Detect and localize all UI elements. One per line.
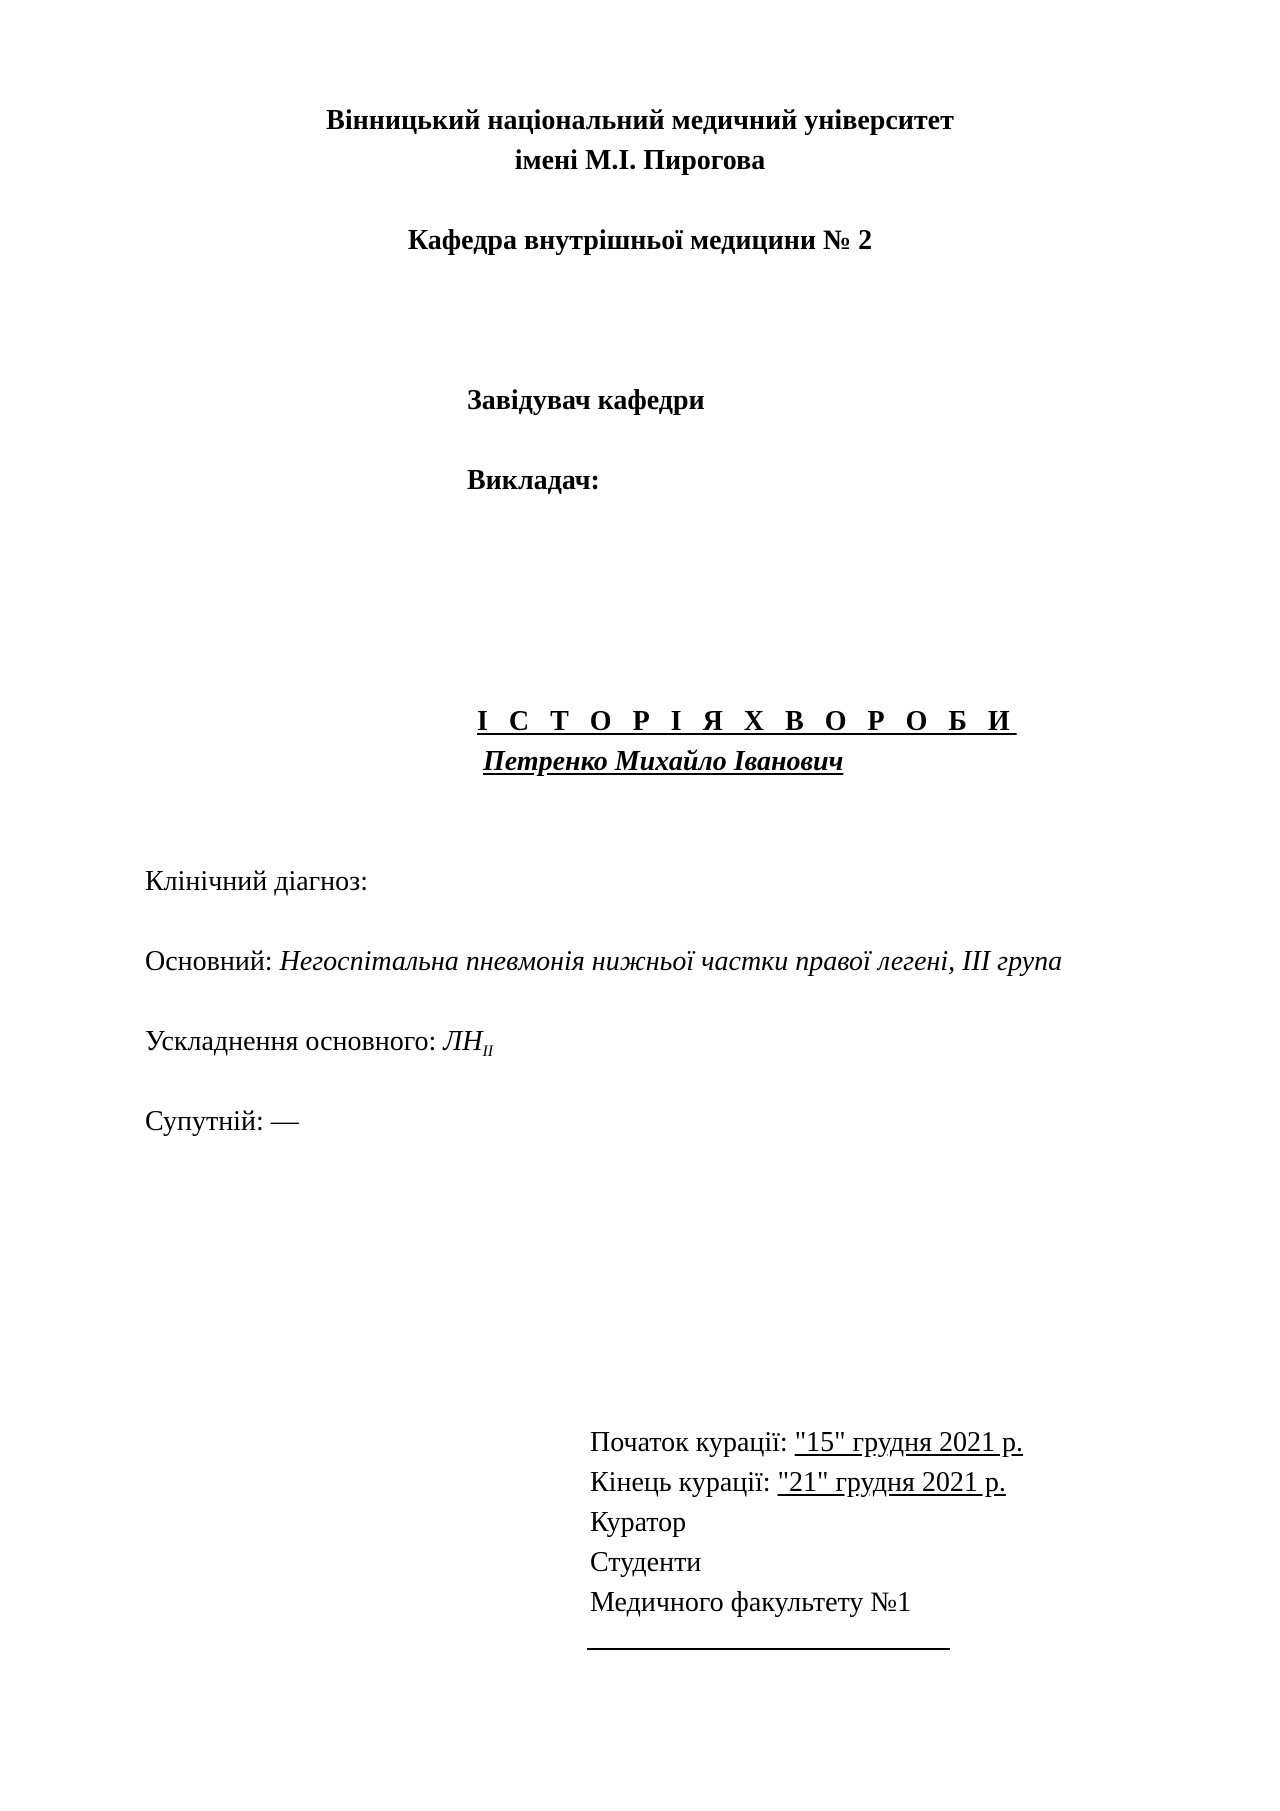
complication-value: ЛН (443, 1026, 483, 1057)
complication (145, 1025, 493, 1069)
faculty-label: Медичного факультету №1 (590, 1587, 912, 1618)
concomitant-value: — (270, 1106, 299, 1137)
main-diagnosis-value: Негоспітальна пневмонія нижньої частки правої легені, ІІІ група (279, 946, 1063, 977)
curation-end (590, 1466, 1006, 1500)
main-diagnosis (145, 945, 1062, 979)
curation-start-label: Початок курації: (590, 1427, 795, 1458)
university-name: Вінницький національний медичний університет (326, 105, 954, 136)
document-title: І С Т О Р І Я Х В О Р О Б И (477, 706, 1017, 737)
main-diagnosis-label: Основний: (145, 946, 280, 977)
department-name: Кафедра внутрішньої медицини № 2 (407, 225, 873, 256)
patient-name: Петренко Михайло Іванович (483, 746, 844, 777)
students-label: Студенти (590, 1547, 702, 1578)
concomitant-diagnosis (145, 1105, 299, 1139)
curator-label: Куратор (590, 1507, 687, 1538)
teacher-label: Викладач: (467, 465, 600, 496)
university-dedication: імені М.І. Пирогова (514, 145, 766, 176)
head-of-department-label: Завідувач кафедри (467, 385, 705, 416)
clinical-diagnosis-label: Клінічний діагноз: (145, 866, 368, 897)
curation-start-date: "15" грудня 2021 р. (794, 1427, 1024, 1458)
signature-line (587, 1648, 950, 1650)
curation-end-date: "21" грудня 2021 р. (777, 1467, 1006, 1498)
complication-subscript: ІІ (482, 1043, 494, 1060)
concomitant-label: Супутній: (145, 1106, 271, 1137)
curation-start (590, 1426, 1023, 1460)
curation-end-label: Кінець курації: (590, 1467, 778, 1498)
complication-label: Ускладнення основного: (145, 1026, 444, 1057)
